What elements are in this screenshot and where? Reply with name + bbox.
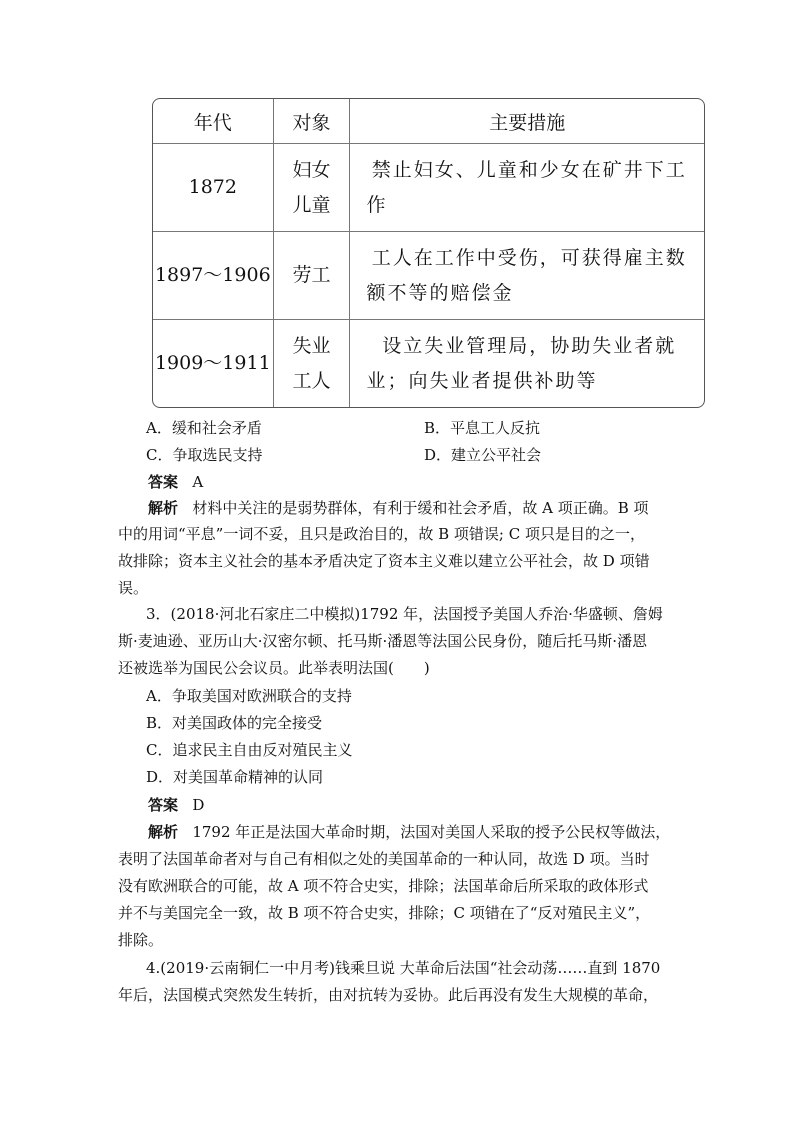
q3-option-d: D．对美国革命精神的认同: [146, 768, 324, 786]
table-header-row: [153, 99, 704, 144]
row-target-cell: [274, 144, 351, 232]
q3-option-a: A．争取美国对欧洲联合的支持: [146, 687, 352, 705]
q4-stem-line-2: 年后，法国模式突然发生转折，由对抗转为妥协。此后再没有发生大规模的革命，: [118, 986, 659, 1004]
row-year: 1872: [153, 144, 274, 232]
header-measure: 主要措施: [350, 99, 704, 144]
row-year: 1897～1906: [153, 232, 274, 320]
policy-table: [152, 98, 705, 408]
row-target: 妇女儿童: [292, 158, 331, 216]
row-measure: 禁止妇女、儿童和少女在矿井下工作: [350, 144, 704, 232]
q2-answer-value: A: [192, 473, 204, 491]
q2-analysis-line-4: 误。: [118, 579, 149, 597]
q3-answer: [148, 795, 204, 815]
q2-analysis-line-3: 故排除；资本主义社会的基本矛盾决定了资本主义难以建立公平社会，故 D 项错: [118, 552, 650, 570]
q3-stem-line-3: 还被选举为国民公会议员。此举表明法国( ): [118, 659, 430, 677]
table-row: [153, 144, 704, 232]
q2-analysis-line-1: [148, 498, 649, 518]
q2-analysis-label: 解析: [148, 499, 179, 517]
q2-answer: [148, 472, 203, 492]
row-target-cell: [274, 320, 351, 407]
q2-analysis-line-2: 中的用词“平息”一词不妥，且只是政治目的，故 B 项错误; C 项只是目的之一，: [118, 525, 645, 543]
row-measure: 工人在工作中受伤，可获得雇主数额不等的赔偿金: [350, 232, 704, 320]
q3-analysis-line-2: 表明了法国革命者对与自己有相似之处的美国革命的一种认同，故选 D 项。当时: [118, 850, 650, 868]
row-year: 1909～1911: [153, 320, 274, 407]
q2-answer-label: 答案: [148, 473, 179, 491]
q2-option-d: D．建立公平社会: [424, 446, 542, 464]
q2-option-a: A．缓和社会矛盾: [146, 419, 262, 437]
q2-analysis-text: 材料中关注的是弱势群体，有利于缓和社会矛盾，故 A 项正确。B 项: [192, 499, 649, 517]
q3-analysis-text: 1792 年正是法国大革命时期，法国对美国人采取的授予公民权等做法，: [192, 823, 671, 841]
q4-stem-line-1: 4.(2019·云南铜仁一中月考)钱乘旦说 大革命后法国“社会动荡……直到 1870: [146, 959, 661, 977]
row-target: 劳工: [292, 264, 331, 286]
table-row: [153, 232, 704, 320]
q3-option-c: C．追求民主自由反对殖民主义: [146, 741, 353, 759]
q2-option-b: B．平息工人反抗: [424, 419, 541, 437]
q3-analysis-label: 解析: [148, 823, 179, 841]
row-target-cell: [274, 232, 351, 320]
q3-option-b: B．对美国政体的完全接受: [146, 714, 323, 732]
q3-stem-line-1: 3．(2018·河北石家庄二中模拟)1792 年，法国授予美国人乔治·华盛顿、詹姆: [146, 605, 663, 623]
q3-answer-value: D: [192, 796, 205, 814]
q3-analysis-line-3: 没有欧洲联合的可能，故 A 项不符合史实，排除；法国革命后所采取的政体形式: [118, 877, 649, 895]
row-target: 失业工人: [292, 334, 331, 392]
q3-analysis-line-5: 排除。: [118, 931, 164, 949]
row-measure: 设立失业管理局，协助失业者就业；向失业者提供补助等: [366, 334, 677, 392]
q2-option-c: C．争取选民支持: [146, 446, 263, 464]
q3-analysis-line-1: [148, 822, 670, 842]
q3-answer-label: 答案: [148, 796, 179, 814]
header-target: 对象: [274, 99, 351, 144]
header-year: 年代: [153, 99, 274, 144]
q3-stem-line-2: 斯·麦迪逊、亚历山大·汉密尔顿、托马斯·潘恩等法国公民身份，随后托马斯·潘恩: [118, 632, 648, 650]
q3-analysis-line-4: 并不与美国完全一致，故 B 项不符合史实，排除；C 项错在了“反对殖民主义”，: [118, 904, 651, 922]
table-row: [153, 320, 704, 407]
